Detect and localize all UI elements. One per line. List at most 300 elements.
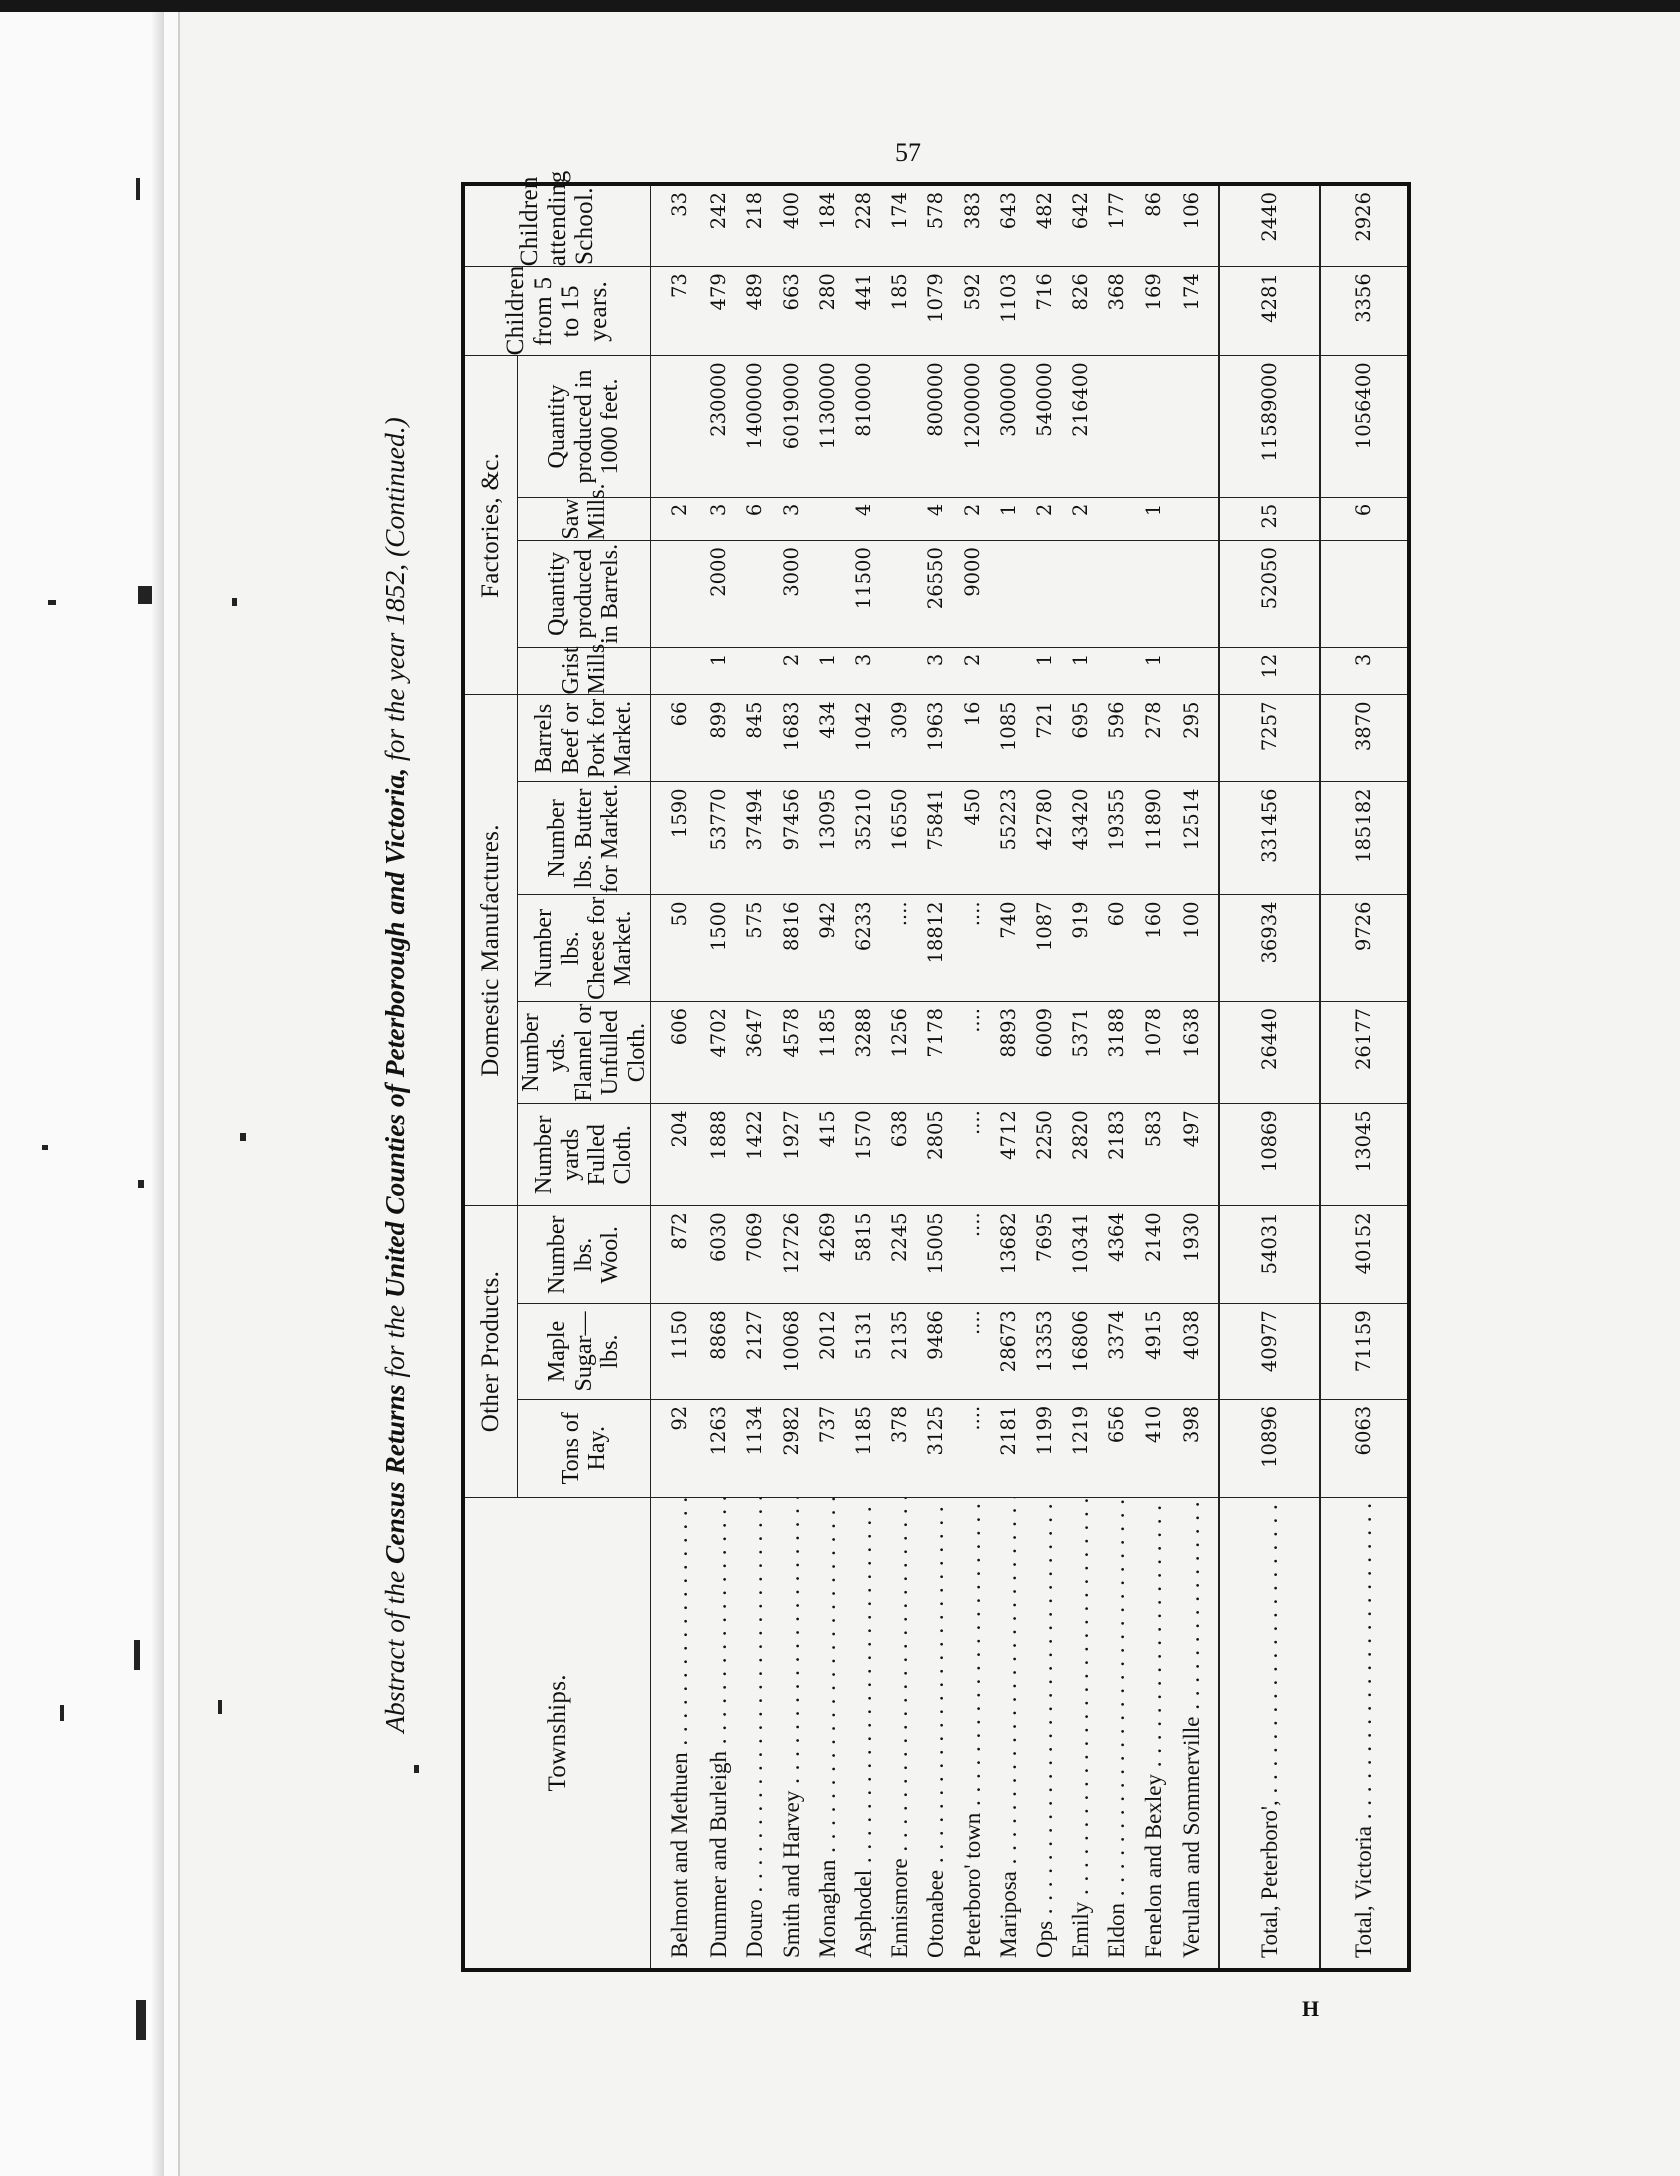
table-row bbox=[1172, 184, 1220, 1970]
cell-children: 826 bbox=[1063, 267, 1099, 356]
table-row bbox=[991, 184, 1027, 1970]
cell-hay: 737 bbox=[810, 1399, 846, 1497]
cell-children: 1079 bbox=[918, 267, 954, 356]
heading-part1: Abstract of the bbox=[379, 1563, 410, 1733]
cell-saw: 2 bbox=[650, 497, 700, 540]
cell-fulled: .... bbox=[954, 1104, 990, 1206]
township-name bbox=[846, 1497, 882, 1970]
cell-saw-qty bbox=[650, 356, 700, 497]
cell-children: 185 bbox=[882, 267, 918, 356]
cell-beef: 309 bbox=[882, 695, 918, 782]
cell-grist bbox=[737, 647, 773, 695]
col-header-butter: Number lbs. Butter for Market. bbox=[518, 782, 651, 895]
cell-sugar: 10068 bbox=[773, 1304, 809, 1400]
signature-mark: H bbox=[1302, 1996, 1320, 2021]
census-table bbox=[461, 170, 1411, 1972]
cell-sugar: 2127 bbox=[737, 1304, 773, 1400]
cell-saw-qty: 800000 bbox=[918, 356, 954, 497]
cell-attending: 174 bbox=[882, 184, 918, 267]
township-label: Mariposa bbox=[995, 1871, 1021, 1958]
cell-beef: 1683 bbox=[773, 695, 809, 782]
cell-flannel: 6009 bbox=[1027, 1002, 1063, 1104]
cell-children: 3356 bbox=[1320, 267, 1409, 356]
cell-wool: 5815 bbox=[846, 1206, 882, 1304]
cell-children: 368 bbox=[1099, 267, 1135, 356]
cell-butter: 16550 bbox=[882, 782, 918, 895]
cell-flannel: 8893 bbox=[991, 1002, 1027, 1104]
cell-hay: 398 bbox=[1172, 1399, 1220, 1497]
cell-attending: 2926 bbox=[1320, 184, 1409, 267]
cell-sugar: .... bbox=[954, 1304, 990, 1400]
cell-wool: 10341 bbox=[1063, 1206, 1099, 1304]
cell-beef: 721 bbox=[1027, 695, 1063, 782]
cell-wool: 872 bbox=[650, 1206, 700, 1304]
cell-grist-qty bbox=[1027, 541, 1063, 648]
scanner-top-edge bbox=[0, 0, 1680, 12]
cell-children: 663 bbox=[773, 267, 809, 356]
cell-butter: 12514 bbox=[1172, 782, 1220, 895]
cell-children: 4281 bbox=[1219, 267, 1320, 356]
cell-grist: 3 bbox=[1320, 647, 1409, 695]
cell-sugar: 13353 bbox=[1027, 1304, 1063, 1400]
cell-wool: 4364 bbox=[1099, 1206, 1135, 1304]
cell-attending: 86 bbox=[1135, 184, 1171, 267]
table-row bbox=[1099, 184, 1135, 1970]
cell-saw-qty: 1200000 bbox=[954, 356, 990, 497]
cell-hay: .... bbox=[954, 1399, 990, 1497]
cell-hay: 92 bbox=[650, 1399, 700, 1497]
cell-grist: 1 bbox=[1135, 647, 1171, 695]
cell-children: 169 bbox=[1135, 267, 1171, 356]
cell-fulled: 1570 bbox=[846, 1104, 882, 1206]
township-label: Smith and Harvey bbox=[778, 1790, 804, 1958]
cell-fulled: 13045 bbox=[1320, 1104, 1409, 1206]
cell-beef: 3870 bbox=[1320, 695, 1409, 782]
leader-dots bbox=[706, 1497, 731, 1751]
cell-grist-qty bbox=[1099, 541, 1135, 648]
cell-saw: 2 bbox=[954, 497, 990, 540]
cell-hay: 1263 bbox=[701, 1399, 737, 1497]
cell-hay: 6063 bbox=[1320, 1399, 1409, 1497]
cell-beef: 1963 bbox=[918, 695, 954, 782]
cell-fulled: 10869 bbox=[1219, 1104, 1320, 1206]
cell-children: 1103 bbox=[991, 267, 1027, 356]
cell-hay: 2982 bbox=[773, 1399, 809, 1497]
ink-speck bbox=[232, 598, 237, 606]
leader-dots bbox=[851, 1497, 876, 1870]
cell-grist-qty bbox=[991, 541, 1027, 648]
cell-attending: 400 bbox=[773, 184, 809, 267]
cell-saw: 3 bbox=[701, 497, 737, 540]
cell-saw: 1 bbox=[991, 497, 1027, 540]
leader-dots bbox=[1068, 1497, 1093, 1902]
leader-dots bbox=[996, 1497, 1021, 1871]
township-name bbox=[1219, 1497, 1320, 1970]
cell-hay: 10896 bbox=[1219, 1399, 1320, 1497]
cell-saw: 6 bbox=[1320, 497, 1409, 540]
cell-fulled: 2250 bbox=[1027, 1104, 1063, 1206]
cell-fulled: 1422 bbox=[737, 1104, 773, 1206]
cell-children: 73 bbox=[650, 267, 700, 356]
cell-attending: 642 bbox=[1063, 184, 1099, 267]
col-header-hay: Tons of Hay. bbox=[518, 1399, 651, 1497]
cell-sugar: 1150 bbox=[650, 1304, 700, 1400]
cell-cheese: 740 bbox=[991, 895, 1027, 1002]
township-name bbox=[882, 1497, 918, 1970]
cell-butter: 450 bbox=[954, 782, 990, 895]
ink-speck bbox=[138, 1180, 144, 1188]
township-name bbox=[773, 1497, 809, 1970]
cell-attending: 482 bbox=[1027, 184, 1063, 267]
cell-attending: 106 bbox=[1172, 184, 1220, 267]
leader-dots bbox=[923, 1497, 948, 1870]
heading-bold2: United Counties of Peterborough and Victoria, bbox=[379, 767, 410, 1299]
cell-children: 280 bbox=[810, 267, 846, 356]
col-header-saw-qty: Quantity produced in 1000 feet. bbox=[518, 356, 651, 497]
cell-cheese: 160 bbox=[1135, 895, 1171, 1002]
ink-speck bbox=[42, 1145, 48, 1150]
cell-flannel: 606 bbox=[650, 1002, 700, 1104]
cell-grist bbox=[991, 647, 1027, 695]
cell-butter: 43420 bbox=[1063, 782, 1099, 895]
cell-saw: 4 bbox=[846, 497, 882, 540]
cell-children: 489 bbox=[737, 267, 773, 356]
cell-wool: 4269 bbox=[810, 1206, 846, 1304]
cell-hay: 3125 bbox=[918, 1399, 954, 1497]
cell-butter: 55223 bbox=[991, 782, 1027, 895]
cell-sugar: 16806 bbox=[1063, 1304, 1099, 1400]
cell-children: 592 bbox=[954, 267, 990, 356]
cell-sugar: 9486 bbox=[918, 1304, 954, 1400]
cell-fulled: 1888 bbox=[701, 1104, 737, 1206]
col-header-grist-qty: Quantity produced in Barrels. bbox=[518, 541, 651, 648]
cell-wool: .... bbox=[954, 1206, 990, 1304]
cell-beef: 899 bbox=[701, 695, 737, 782]
leader-dots bbox=[960, 1497, 985, 1813]
cell-saw-qty: 216400 bbox=[1063, 356, 1099, 497]
cell-grist bbox=[1172, 647, 1220, 695]
cell-flannel: 3188 bbox=[1099, 1002, 1135, 1104]
cell-sugar: 5131 bbox=[846, 1304, 882, 1400]
cell-cheese: 8816 bbox=[773, 895, 809, 1002]
cell-hay: 2181 bbox=[991, 1399, 1027, 1497]
cell-wool: 2245 bbox=[882, 1206, 918, 1304]
cell-grist-qty bbox=[1320, 541, 1409, 648]
cell-flannel: 26177 bbox=[1320, 1002, 1409, 1104]
cell-flannel: 4578 bbox=[773, 1002, 809, 1104]
cell-wool: 13682 bbox=[991, 1206, 1027, 1304]
domestic-manufactures-header: Domestic Manufactures. bbox=[463, 695, 518, 1206]
cell-hay: 1134 bbox=[737, 1399, 773, 1497]
cell-hay: 1199 bbox=[1027, 1399, 1063, 1497]
township-label: Belmont and Methuen bbox=[667, 1752, 693, 1958]
township-name bbox=[650, 1497, 700, 1970]
cell-grist-qty bbox=[737, 541, 773, 648]
cell-saw bbox=[1172, 497, 1220, 540]
cell-wool: 7695 bbox=[1027, 1206, 1063, 1304]
cell-fulled: 204 bbox=[650, 1104, 700, 1206]
cell-beef: 278 bbox=[1135, 695, 1171, 782]
cell-beef: 295 bbox=[1172, 695, 1220, 782]
other-products-header: Other Products. bbox=[463, 1206, 518, 1497]
cell-grist-qty bbox=[810, 541, 846, 648]
cell-saw-qty: 1130000 bbox=[810, 356, 846, 497]
heading-bold1: Census Returns bbox=[379, 1384, 410, 1564]
cell-beef: 1085 bbox=[991, 695, 1027, 782]
cell-attending: 2440 bbox=[1219, 184, 1320, 267]
col-header-sugar: Maple Sugar—lbs. bbox=[518, 1304, 651, 1400]
cell-attending: 242 bbox=[701, 184, 737, 267]
cell-hay: 1185 bbox=[846, 1399, 882, 1497]
cell-grist: 2 bbox=[773, 647, 809, 695]
township-name bbox=[991, 1497, 1027, 1970]
cell-beef: 596 bbox=[1099, 695, 1135, 782]
cell-butter: 1590 bbox=[650, 782, 700, 895]
cell-saw: 25 bbox=[1219, 497, 1320, 540]
cell-flannel: 7178 bbox=[918, 1002, 954, 1104]
cell-grist: 1 bbox=[701, 647, 737, 695]
cell-cheese: 919 bbox=[1063, 895, 1099, 1002]
cell-grist-qty: 2000 bbox=[701, 541, 737, 648]
cell-sugar: 2012 bbox=[810, 1304, 846, 1400]
cell-fulled: 2820 bbox=[1063, 1104, 1099, 1206]
leader-dots bbox=[667, 1497, 692, 1752]
table-row bbox=[1063, 184, 1099, 1970]
cell-butter: 13095 bbox=[810, 782, 846, 895]
township-name bbox=[1320, 1497, 1409, 1970]
table-row bbox=[918, 184, 954, 1970]
cell-children: 479 bbox=[701, 267, 737, 356]
cell-cheese: 1087 bbox=[1027, 895, 1063, 1002]
cell-beef: 845 bbox=[737, 695, 773, 782]
page-number: 57 bbox=[895, 138, 921, 167]
cell-sugar: 3374 bbox=[1099, 1304, 1135, 1400]
cell-wool: 15005 bbox=[918, 1206, 954, 1304]
cell-saw-qty bbox=[882, 356, 918, 497]
cell-hay: 378 bbox=[882, 1399, 918, 1497]
cell-beef: 16 bbox=[954, 695, 990, 782]
township-name bbox=[954, 1497, 990, 1970]
cell-saw bbox=[1099, 497, 1135, 540]
township-label: Asphodel bbox=[851, 1869, 877, 1958]
table-row bbox=[1135, 184, 1171, 1970]
heading-part2: for the bbox=[379, 1298, 410, 1385]
cell-grist: 1 bbox=[1027, 647, 1063, 695]
cell-saw: 1 bbox=[1135, 497, 1171, 540]
col-header-attending: Children attending School. bbox=[463, 184, 650, 267]
cell-wool: 54031 bbox=[1219, 1206, 1320, 1304]
cell-attending: 218 bbox=[737, 184, 773, 267]
table-row bbox=[650, 184, 700, 1970]
leader-dots bbox=[1351, 1497, 1376, 1826]
township-label: Monaghan bbox=[814, 1859, 840, 1958]
cell-saw-qty bbox=[1172, 356, 1220, 497]
township-name bbox=[701, 1497, 737, 1970]
township-name bbox=[737, 1497, 773, 1970]
cell-flannel: 4702 bbox=[701, 1002, 737, 1104]
cell-beef: 7257 bbox=[1219, 695, 1320, 782]
township-label: Verulam and Sommerville bbox=[1179, 1716, 1205, 1958]
leader-dots bbox=[1032, 1497, 1057, 1921]
cell-cheese: 50 bbox=[650, 895, 700, 1002]
cell-grist: 3 bbox=[918, 647, 954, 695]
ink-speck bbox=[240, 1133, 246, 1141]
cell-hay: 1219 bbox=[1063, 1399, 1099, 1497]
cell-grist bbox=[882, 647, 918, 695]
ink-speck bbox=[136, 178, 140, 200]
cell-wool: 7069 bbox=[737, 1206, 773, 1304]
table-row bbox=[701, 184, 737, 1970]
leader-dots bbox=[1179, 1497, 1204, 1716]
cell-sugar: 28673 bbox=[991, 1304, 1027, 1400]
table-row bbox=[773, 184, 809, 1970]
cell-grist-qty bbox=[1063, 541, 1099, 648]
cell-fulled: 497 bbox=[1172, 1104, 1220, 1206]
heading-part3: for the year 1852, (Continued.) bbox=[379, 417, 410, 768]
cell-sugar: 8868 bbox=[701, 1304, 737, 1400]
cell-children: 716 bbox=[1027, 267, 1063, 356]
cell-cheese: 100 bbox=[1172, 895, 1220, 1002]
ink-speck bbox=[48, 600, 56, 605]
cell-wool: 40152 bbox=[1320, 1206, 1409, 1304]
cell-fulled: 1927 bbox=[773, 1104, 809, 1206]
leader-dots bbox=[815, 1497, 840, 1859]
ink-speck bbox=[60, 1705, 64, 1721]
cell-hay: 410 bbox=[1135, 1399, 1171, 1497]
cell-sugar: 4915 bbox=[1135, 1304, 1171, 1400]
cell-grist-qty: 52050 bbox=[1219, 541, 1320, 648]
table-row bbox=[810, 184, 846, 1970]
township-label: Peterboro' town bbox=[959, 1812, 985, 1958]
cell-butter: 37494 bbox=[737, 782, 773, 895]
cell-saw-qty: 810000 bbox=[846, 356, 882, 497]
cell-beef: 66 bbox=[650, 695, 700, 782]
table-row bbox=[882, 184, 918, 1970]
cell-wool: 2140 bbox=[1135, 1206, 1171, 1304]
township-name bbox=[810, 1497, 846, 1970]
cell-saw: 4 bbox=[918, 497, 954, 540]
cell-fulled: 583 bbox=[1135, 1104, 1171, 1206]
cell-saw bbox=[810, 497, 846, 540]
township-name bbox=[1063, 1497, 1099, 1970]
cell-cheese: 1500 bbox=[701, 895, 737, 1002]
leader-dots bbox=[742, 1497, 767, 1899]
cell-grist: 2 bbox=[954, 647, 990, 695]
cell-butter: 42780 bbox=[1027, 782, 1063, 895]
cell-attending: 643 bbox=[991, 184, 1027, 267]
census-body bbox=[650, 184, 1409, 1970]
col-header-flannel: Number yds. Flannel or Unfulled Cloth. bbox=[518, 1002, 651, 1104]
cell-flannel: 1256 bbox=[882, 1002, 918, 1104]
cell-saw-qty: 1400000 bbox=[737, 356, 773, 497]
cell-wool: 1930 bbox=[1172, 1206, 1220, 1304]
col-header-fulled: Number yards Fulled Cloth. bbox=[518, 1104, 651, 1206]
cell-sugar: 71159 bbox=[1320, 1304, 1409, 1400]
township-name bbox=[918, 1497, 954, 1970]
cell-saw bbox=[882, 497, 918, 540]
table-row bbox=[954, 184, 990, 1970]
cell-flannel: 3288 bbox=[846, 1002, 882, 1104]
cell-saw: 2 bbox=[1063, 497, 1099, 540]
cell-grist-qty bbox=[1135, 541, 1171, 648]
cell-grist-qty bbox=[882, 541, 918, 648]
cell-sugar: 40977 bbox=[1219, 1304, 1320, 1400]
col-header-cheese: Number lbs. Cheese for Market. bbox=[518, 895, 651, 1002]
cell-grist bbox=[650, 647, 700, 695]
table-heading bbox=[379, 245, 411, 1905]
cell-grist-qty: 9000 bbox=[954, 541, 990, 648]
cell-cheese: 36934 bbox=[1219, 895, 1320, 1002]
cell-flannel: 5371 bbox=[1063, 1002, 1099, 1104]
ink-speck bbox=[134, 1640, 140, 1670]
leader-dots bbox=[887, 1497, 912, 1858]
cell-fulled: 638 bbox=[882, 1104, 918, 1206]
col-header-children: Children from 5 to 15 years. bbox=[463, 267, 650, 356]
col-header-wool: Number lbs. Wool. bbox=[518, 1206, 651, 1304]
cell-butter: 331456 bbox=[1219, 782, 1320, 895]
table-row bbox=[1027, 184, 1063, 1970]
townships-header: Townships. bbox=[463, 1497, 650, 1970]
cell-butter: 97456 bbox=[773, 782, 809, 895]
leader-dots bbox=[1257, 1497, 1282, 1800]
cell-cheese: 575 bbox=[737, 895, 773, 1002]
cell-saw-qty: 11589000 bbox=[1219, 356, 1320, 497]
binding-shadow bbox=[150, 12, 164, 2176]
township-label: Ennismore bbox=[887, 1858, 913, 1958]
cell-saw-qty: 6019000 bbox=[773, 356, 809, 497]
cell-cheese: 60 bbox=[1099, 895, 1135, 1002]
cell-attending: 228 bbox=[846, 184, 882, 267]
cell-butter: 75841 bbox=[918, 782, 954, 895]
cell-saw-qty bbox=[1135, 356, 1171, 497]
township-name bbox=[1027, 1497, 1063, 1970]
township-label: Fenelon and Bexley bbox=[1140, 1774, 1166, 1958]
township-label: Dummer and Burleigh bbox=[706, 1751, 732, 1958]
cell-beef: 695 bbox=[1063, 695, 1099, 782]
total-row bbox=[1219, 184, 1320, 1970]
cell-butter: 185182 bbox=[1320, 782, 1409, 895]
ink-speck bbox=[136, 2000, 146, 2040]
cell-grist: 1 bbox=[1063, 647, 1099, 695]
cell-fulled: 2183 bbox=[1099, 1104, 1135, 1206]
cell-grist-qty bbox=[1172, 541, 1220, 648]
ink-speck bbox=[414, 1765, 419, 1773]
township-label: Total, Peterboro', bbox=[1256, 1800, 1282, 1958]
cell-grist bbox=[1099, 647, 1135, 695]
cell-saw: 6 bbox=[737, 497, 773, 540]
cell-saw-qty: 540000 bbox=[1027, 356, 1063, 497]
cell-grist: 1 bbox=[810, 647, 846, 695]
col-header-saw: Saw Mills. bbox=[518, 497, 651, 540]
ink-speck bbox=[218, 1700, 222, 1714]
cell-grist-qty: 3000 bbox=[773, 541, 809, 648]
township-label: Total, Victoria bbox=[1351, 1826, 1377, 1958]
table-row bbox=[846, 184, 882, 1970]
cell-butter: 35210 bbox=[846, 782, 882, 895]
cell-flannel: 26440 bbox=[1219, 1002, 1320, 1104]
cell-wool: 6030 bbox=[701, 1206, 737, 1304]
cell-grist: 12 bbox=[1219, 647, 1320, 695]
cell-grist-qty bbox=[650, 541, 700, 648]
cell-cheese: 6233 bbox=[846, 895, 882, 1002]
cell-saw: 2 bbox=[1027, 497, 1063, 540]
factories-header: Factories, &c. bbox=[463, 356, 518, 695]
cell-flannel: 1185 bbox=[810, 1002, 846, 1104]
cell-flannel: 1638 bbox=[1172, 1002, 1220, 1104]
township-name bbox=[1172, 1497, 1220, 1970]
cell-cheese: 18812 bbox=[918, 895, 954, 1002]
cell-beef: 434 bbox=[810, 695, 846, 782]
